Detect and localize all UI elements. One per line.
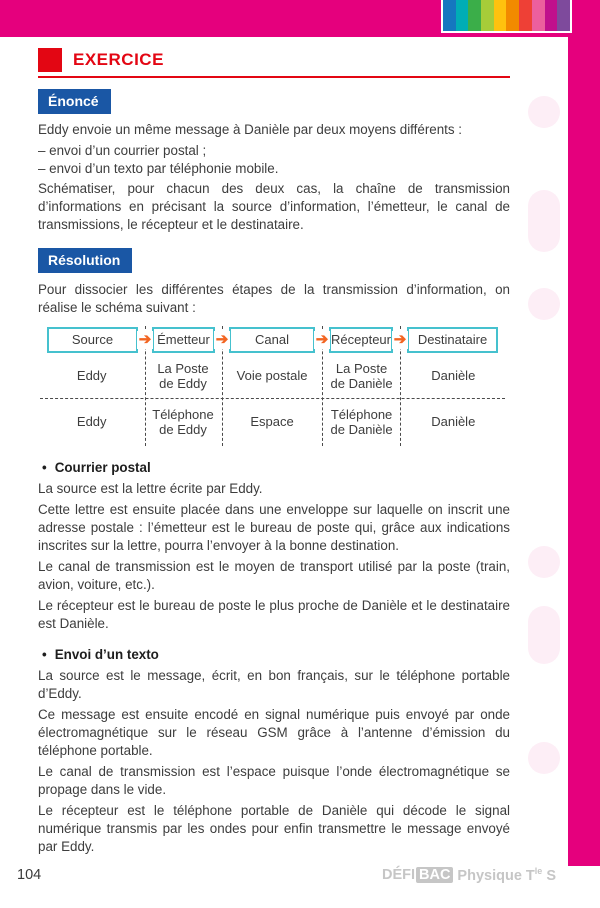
- section-title-text: Envoi d’un texto: [54, 647, 159, 662]
- enonce-task: Schématiser, pour chacun des deux cas, la chaîne de transmission d’informations en précisant la source d’information, l’émetteur, le canal de transmissions, le récepteur et le destinataire.: [38, 181, 510, 232]
- exercise-title: EXERCICE: [73, 50, 164, 69]
- diagram-header-source: Source: [47, 327, 138, 353]
- diagram-cell: Danièle: [431, 414, 476, 430]
- enonce-dash-line: – envoi d’un texto par téléphonie mobile.: [38, 161, 279, 176]
- diagram-cell: Voie postale: [236, 368, 308, 384]
- arrow-right-icon: ➔: [393, 331, 407, 348]
- paragraph: La source est la lettre écrite par Eddy.: [38, 481, 263, 496]
- diagram-cell: Espace: [250, 414, 294, 430]
- bullet-icon: •: [42, 647, 47, 662]
- stripe-icon: [443, 0, 456, 31]
- diagram-row-postal: [40, 354, 505, 398]
- decorative-blob: [528, 288, 560, 320]
- diagram-header-canal: Canal: [229, 327, 315, 353]
- decorative-blob: [528, 190, 560, 252]
- diagram-header-destinataire: Destinataire: [407, 327, 498, 353]
- diagram-cell: La Poste de Eddy: [157, 360, 209, 391]
- bullet-icon: •: [42, 460, 47, 475]
- defibac-logo: [382, 866, 556, 884]
- paragraph: Cette lettre est ensuite placée dans une enveloppe sur laquelle on inscrit une adresse postale : l’émetteur est le bureau de poste qui, grâce aux indications inscrites sur la lettre, pourra l’envoyer à la bonne destination.: [38, 502, 510, 553]
- paragraph: Ce message est ensuite encodé en signal numérique puis envoyé par onde électromagnétique sur le réseau GSM grâce à l’antenne d’émission du téléphone portable.: [38, 707, 510, 758]
- decorative-blob: [528, 546, 560, 578]
- red-rule: [38, 76, 510, 78]
- transmission-chain-diagram: [40, 326, 505, 446]
- paragraph: Le récepteur est le bureau de poste le plus proche de Danièle et le destinataire est Danièle.: [38, 598, 510, 631]
- arrow-right-icon: ➔: [215, 331, 229, 348]
- stripe-icon: [545, 0, 558, 31]
- paragraph: La source est le message, écrit, en bon français, sur le téléphone portable d’Eddy.: [38, 668, 510, 701]
- diagram-cell: Téléphone de Eddy: [152, 406, 214, 437]
- section-title-envoi-texto: [38, 646, 510, 664]
- enonce-label: Énoncé: [38, 89, 111, 114]
- enonce-intro: Eddy envoie un même message à Danièle par deux moyens différents :: [38, 122, 463, 137]
- red-square-icon: [38, 48, 62, 72]
- arrow-right-icon: ➔: [138, 331, 152, 348]
- section-title-text: Courrier postal: [54, 460, 151, 475]
- right-magenta-band: [568, 0, 600, 866]
- stripe-icon: [468, 0, 481, 31]
- stripe-icon: [557, 0, 570, 31]
- resolution-intro: Pour dissocier les différentes étapes de la transmission d’information, on réalise le schéma suivant :: [38, 282, 510, 315]
- diagram-cell: Danièle: [431, 368, 476, 384]
- decorative-blob: [528, 606, 560, 664]
- stripe-icon: [519, 0, 532, 31]
- paragraph: Le canal de transmission est l’espace puisque l’onde électromagnétique se propage dans le vide.: [38, 764, 510, 797]
- diagram-row-texto: [40, 398, 505, 446]
- stripe-icon: [506, 0, 519, 31]
- decorative-blob: [528, 742, 560, 774]
- arrow-right-icon: ➔: [315, 331, 329, 348]
- diagram-header-row: [40, 326, 505, 354]
- diagram-cell: Téléphone de Danièle: [330, 406, 393, 437]
- stripe-icon: [532, 0, 545, 31]
- diagram-cell: La Poste de Danièle: [330, 360, 393, 391]
- diagram-header-emetteur: Émetteur: [152, 327, 215, 353]
- stripe-icon: [481, 0, 494, 31]
- brand-rainbow-stripes: [441, 0, 572, 33]
- page-number: 104: [17, 867, 42, 883]
- logo-grade-superscript: le: [534, 866, 543, 876]
- page-content: [38, 48, 510, 859]
- diagram-cell: Eddy: [76, 368, 107, 384]
- logo-defi-text: DÉFI: [381, 866, 415, 883]
- diagram-header-recepteur: Récepteur: [329, 327, 393, 353]
- stripe-icon: [494, 0, 507, 31]
- enonce-dash-line: – envoi d’un courrier postal ;: [38, 143, 207, 158]
- paragraph: Le récepteur est le téléphone portable de Danièle qui décode le signal numérique transmis par les ondes pour enfin transmettre le message envoyé par Eddy.: [38, 803, 510, 854]
- logo-bac-badge: BAC: [416, 867, 453, 883]
- resolution-label: Résolution: [38, 248, 132, 273]
- decorative-blob: [528, 96, 560, 128]
- logo-subject-text: Physique $T^{le}$ S: [457, 866, 556, 884]
- stripe-icon: [456, 0, 469, 31]
- paragraph: Le canal de transmission est le moyen de transport utilisé par la poste (train, avion, voiture, etc.).: [38, 559, 510, 592]
- exercise-header: [38, 48, 510, 72]
- diagram-cell: Eddy: [76, 414, 107, 430]
- section-title-courrier-postal: [38, 459, 510, 477]
